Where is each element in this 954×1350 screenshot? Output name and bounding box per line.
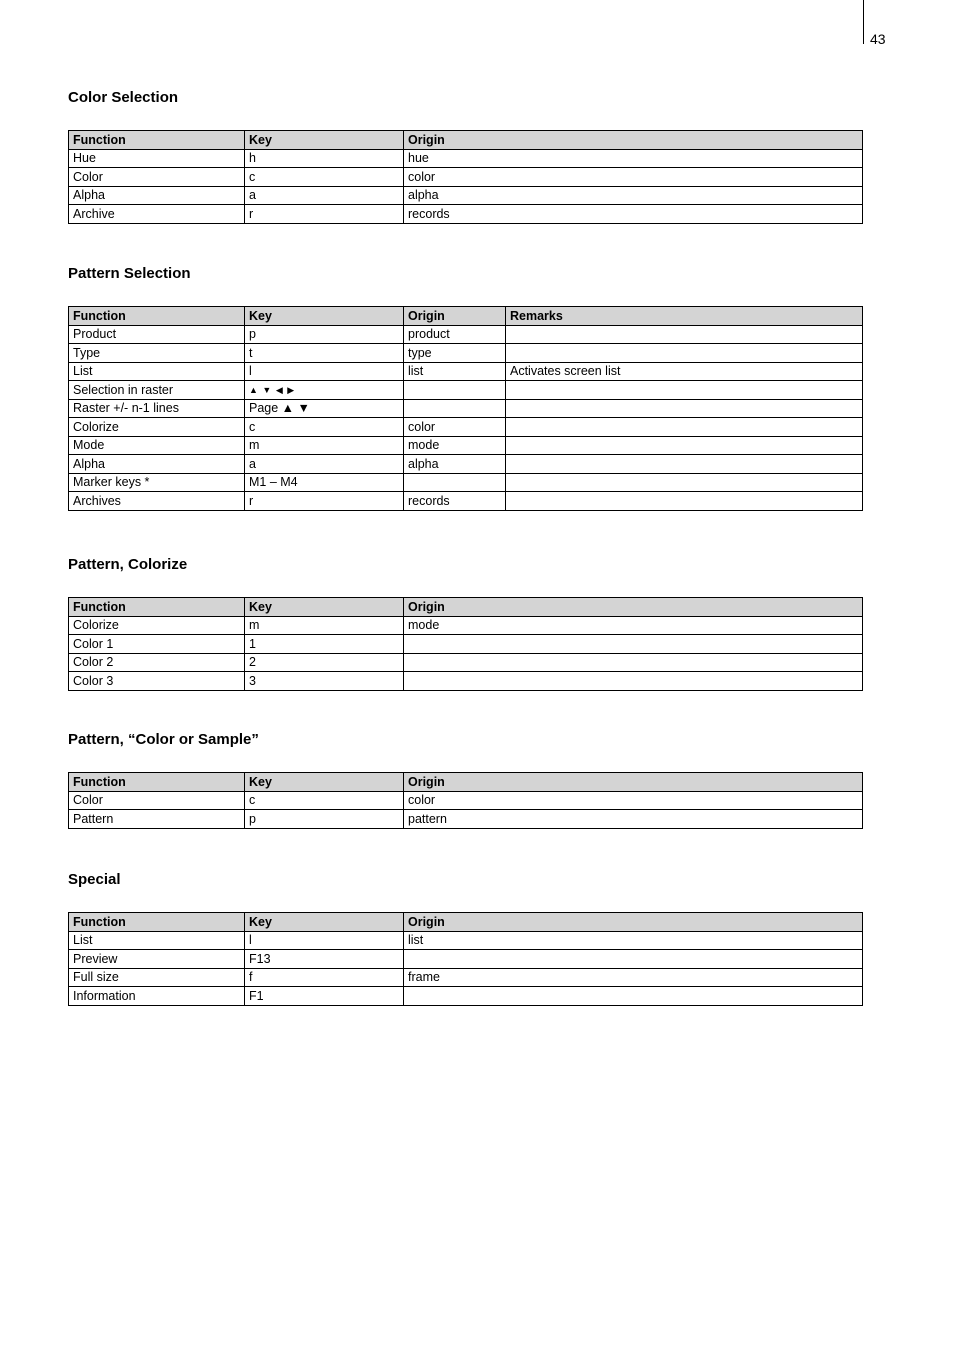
table-header-row	[69, 773, 863, 792]
cell-function: Alpha	[69, 455, 245, 474]
table-row	[69, 149, 863, 168]
cell-function: List	[69, 362, 245, 381]
table-row	[69, 492, 863, 511]
cell-remarks	[506, 492, 863, 511]
cell-origin	[404, 653, 863, 672]
table-row	[69, 987, 863, 1006]
cell-function: Colorize	[69, 616, 245, 635]
cell-key: c	[245, 418, 404, 437]
table-row	[69, 399, 863, 418]
table-row	[69, 968, 863, 987]
cell-key: f	[245, 968, 404, 987]
section-title: Pattern, Colorize	[68, 556, 188, 573]
section-title: Pattern, “Color or Sample”	[68, 731, 259, 748]
header-key: Key	[245, 131, 404, 150]
section-title: Pattern Selection	[68, 265, 191, 282]
cell-origin: hue	[404, 149, 863, 168]
cell-function: List	[69, 931, 245, 950]
cell-function: Raster +/- n-1 lines	[69, 399, 245, 418]
header-origin: Origin	[404, 307, 506, 326]
cell-key: c	[245, 168, 404, 187]
header-key: Key	[245, 598, 404, 617]
table-row	[69, 205, 863, 224]
cell-origin: type	[404, 344, 506, 363]
cell-function: Selection in raster	[69, 381, 245, 400]
cell-function: Marker keys *	[69, 473, 245, 492]
section-title: Color Selection	[68, 89, 179, 106]
cell-origin: color	[404, 168, 863, 187]
cell-origin	[404, 672, 863, 691]
cell-function: Color 2	[69, 653, 245, 672]
table-row	[69, 635, 863, 654]
cell-origin: list	[404, 362, 506, 381]
section-pattern-color-or-sample	[68, 731, 863, 826]
table-row	[69, 791, 863, 810]
cell-origin	[404, 399, 506, 418]
table-row	[69, 810, 863, 829]
cell-key: m	[245, 436, 404, 455]
cell-remarks: Activates screen list	[506, 362, 863, 381]
cell-function: Color 3	[69, 672, 245, 691]
cell-key: l	[245, 362, 404, 381]
header-key: Key	[245, 307, 404, 326]
color-selection-table	[68, 130, 863, 224]
header-function: Function	[69, 131, 245, 150]
header-function: Function	[69, 598, 245, 617]
cell-origin: alpha	[404, 186, 863, 205]
table-row	[69, 325, 863, 344]
cell-function: Archive	[69, 205, 245, 224]
arrow-keys-icon: ▲ ▼ ◀ ▶	[245, 381, 404, 400]
cell-origin	[404, 987, 863, 1006]
cell-origin	[404, 635, 863, 654]
cell-function: Colorize	[69, 418, 245, 437]
table-row	[69, 653, 863, 672]
table-header-row	[69, 307, 863, 326]
section-title: Special	[68, 871, 121, 888]
cell-key: a	[245, 455, 404, 474]
pattern-selection-table	[68, 306, 863, 511]
cell-origin	[404, 950, 863, 969]
cell-key: F1	[245, 987, 404, 1006]
cell-key: M1 – M4	[245, 473, 404, 492]
cell-key: p	[245, 325, 404, 344]
pattern-color-or-sample-table	[68, 772, 863, 829]
table-row	[69, 418, 863, 437]
cell-function: Mode	[69, 436, 245, 455]
cell-remarks	[506, 455, 863, 474]
cell-origin: list	[404, 931, 863, 950]
cell-key: t	[245, 344, 404, 363]
cell-origin	[404, 473, 506, 492]
section-special	[68, 871, 863, 1003]
table-row	[69, 950, 863, 969]
header-origin: Origin	[404, 131, 863, 150]
table-row	[69, 672, 863, 691]
table-header-row	[69, 131, 863, 150]
cell-origin	[404, 381, 506, 400]
cell-key: 1	[245, 635, 404, 654]
cell-function: Type	[69, 344, 245, 363]
cell-remarks	[506, 473, 863, 492]
table-header-row	[69, 598, 863, 617]
table-row	[69, 455, 863, 474]
cell-origin: records	[404, 492, 506, 511]
header-origin: Origin	[404, 598, 863, 617]
cell-key: 2	[245, 653, 404, 672]
cell-remarks	[506, 436, 863, 455]
special-table	[68, 912, 863, 1006]
cell-function: Full size	[69, 968, 245, 987]
cell-key: c	[245, 791, 404, 810]
cell-function: Alpha	[69, 186, 245, 205]
table-row	[69, 616, 863, 635]
cell-origin: pattern	[404, 810, 863, 829]
cell-remarks	[506, 399, 863, 418]
cell-remarks	[506, 381, 863, 400]
header-function: Function	[69, 307, 245, 326]
cell-origin: mode	[404, 616, 863, 635]
table-row	[69, 436, 863, 455]
header-key: Key	[245, 773, 404, 792]
header-function: Function	[69, 773, 245, 792]
header-remarks: Remarks	[506, 307, 863, 326]
cell-key: p	[245, 810, 404, 829]
cell-key: l	[245, 931, 404, 950]
table-row	[69, 931, 863, 950]
page-number: 43	[870, 31, 886, 47]
section-pattern-colorize	[68, 556, 863, 688]
table-header-row	[69, 913, 863, 932]
cell-key: h	[245, 149, 404, 168]
cell-function: Pattern	[69, 810, 245, 829]
header-origin: Origin	[404, 913, 863, 932]
cell-key: F13	[245, 950, 404, 969]
cell-remarks	[506, 344, 863, 363]
section-color-selection	[68, 89, 863, 221]
table-row	[69, 168, 863, 187]
cell-origin: product	[404, 325, 506, 344]
cell-origin: color	[404, 791, 863, 810]
pattern-colorize-table	[68, 597, 863, 691]
cell-remarks	[506, 418, 863, 437]
cell-function: Archives	[69, 492, 245, 511]
section-pattern-selection	[68, 265, 863, 508]
cell-key: a	[245, 186, 404, 205]
cell-key: m	[245, 616, 404, 635]
header-origin: Origin	[404, 773, 863, 792]
cell-origin: color	[404, 418, 506, 437]
cell-key: 3	[245, 672, 404, 691]
header-function: Function	[69, 913, 245, 932]
cell-key: r	[245, 492, 404, 511]
table-row	[69, 473, 863, 492]
cell-origin: records	[404, 205, 863, 224]
cell-origin: mode	[404, 436, 506, 455]
cell-key: r	[245, 205, 404, 224]
cell-origin: alpha	[404, 455, 506, 474]
table-row	[69, 362, 863, 381]
cell-function: Color 1	[69, 635, 245, 654]
page-rule	[863, 0, 864, 44]
cell-function: Information	[69, 987, 245, 1006]
cell-function: Product	[69, 325, 245, 344]
header-key: Key	[245, 913, 404, 932]
cell-origin: frame	[404, 968, 863, 987]
cell-key: Page ▲ ▼	[245, 399, 404, 418]
table-row	[69, 381, 863, 400]
cell-function: Preview	[69, 950, 245, 969]
table-row	[69, 344, 863, 363]
cell-function: Hue	[69, 149, 245, 168]
table-row	[69, 186, 863, 205]
cell-remarks	[506, 325, 863, 344]
cell-function: Color	[69, 168, 245, 187]
cell-function: Color	[69, 791, 245, 810]
